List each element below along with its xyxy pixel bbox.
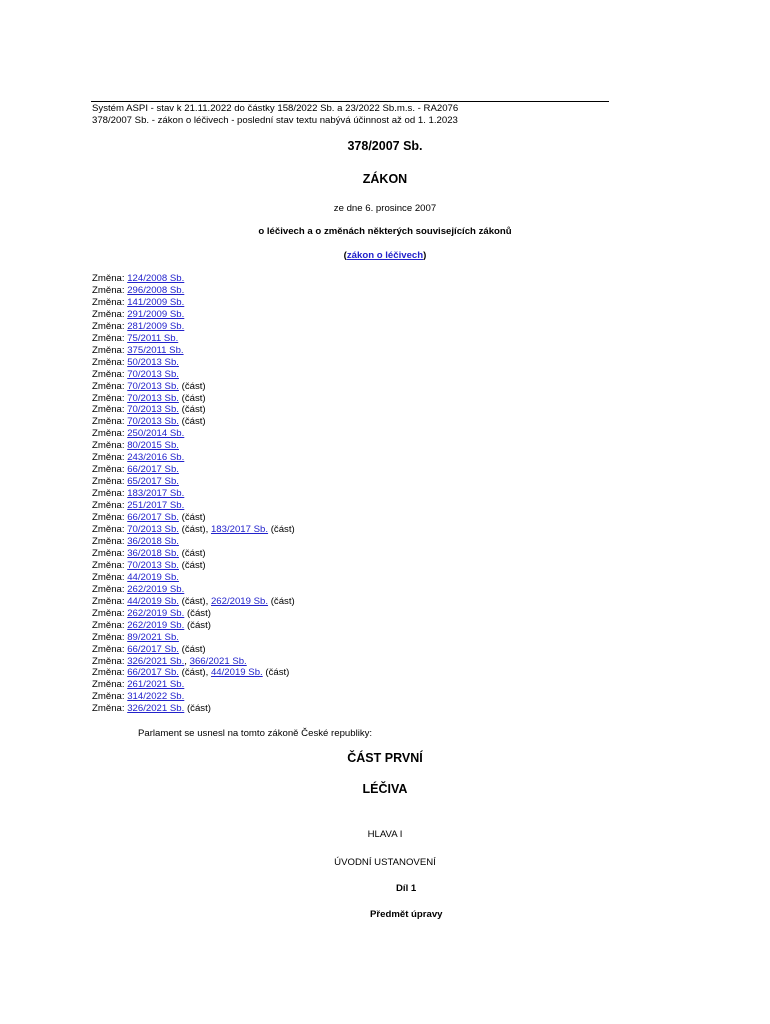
amendment-item — [92, 273, 295, 285]
amendment-note: (část) — [186, 703, 211, 715]
amendment-prefix: Změna: — [92, 273, 128, 284]
amendment-note: (část) — [181, 524, 206, 536]
short-name-close-paren: ) — [423, 250, 427, 261]
amendment-link[interactable]: 70/2013 Sb. — [127, 524, 179, 536]
law-number: 378/2007 Sb. — [347, 139, 423, 153]
amendment-link[interactable]: 183/2017 Sb. — [127, 488, 185, 500]
amendment-link[interactable]: 65/2017 Sb. — [127, 476, 179, 488]
short-name-open-paren: ( — [343, 250, 347, 261]
amendment-prefix: Změna: — [92, 440, 128, 452]
amendment-note: (část) — [186, 607, 211, 619]
amendment-prefix: Změna: — [92, 320, 128, 332]
amendment-prefix: Změna: — [92, 631, 128, 643]
amendment-link[interactable]: 251/2017 Sb. — [127, 500, 185, 512]
amendment-item — [92, 560, 295, 572]
amendment-link[interactable]: 44/2019 Sb. — [127, 571, 179, 583]
amendment-link[interactable]: 314/2022 Sb. — [127, 691, 185, 703]
amendment-link[interactable]: 291/2009 Sb. — [127, 308, 185, 320]
amendment-prefix: Změna: — [92, 500, 128, 512]
amendment-item — [92, 584, 295, 596]
amendment-prefix: Změna: — [92, 464, 128, 476]
amendment-link[interactable]: 44/2019 Sb. — [210, 667, 263, 679]
amendment-link[interactable]: 70/2013 Sb. — [127, 368, 179, 380]
hlava-number: HLAVA I — [367, 829, 403, 840]
amendment-link[interactable]: 66/2017 Sb. — [127, 512, 179, 524]
amendment-note: (část) — [181, 392, 206, 404]
amendment-link[interactable]: 44/2019 Sb. — [127, 595, 179, 607]
part-name: LÉČIVA — [362, 782, 408, 796]
amendment-note: (část) — [181, 416, 206, 428]
part-number: ČÁST PRVNÍ — [347, 751, 423, 765]
amendment-item — [92, 691, 295, 703]
amendment-item — [92, 596, 295, 608]
amendment-prefix: Změna: — [92, 512, 128, 524]
amendment-link[interactable]: 66/2017 Sb. — [127, 667, 179, 679]
amendment-item — [92, 357, 295, 369]
amendment-link[interactable]: 70/2013 Sb. — [127, 392, 179, 404]
amendment-item — [92, 440, 295, 452]
preamble: Parlament se usnesl na tomto zákoně České republiky: — [138, 728, 373, 739]
amendment-link[interactable]: 66/2017 Sb. — [127, 643, 179, 655]
amendment-item — [92, 632, 295, 644]
amendment-item — [92, 644, 295, 656]
amendment-prefix: Změna: — [92, 356, 128, 368]
header-rule — [91, 101, 609, 102]
amendment-link[interactable]: 261/2021 Sb. — [127, 679, 185, 691]
amendment-prefix: Změna: — [92, 691, 128, 703]
amendment-link[interactable]: 281/2009 Sb. — [127, 320, 185, 332]
law-short-name — [0, 250, 770, 261]
amendment-link[interactable]: 124/2008 Sb. — [127, 273, 185, 284]
amendment-link[interactable]: 262/2019 Sb. — [127, 619, 185, 631]
amendment-prefix: Změna: — [92, 296, 128, 308]
amendment-link[interactable]: 262/2019 Sb. — [127, 583, 185, 595]
amendment-prefix: Změna: — [92, 547, 128, 559]
hlava-name: ÚVODNÍ USTANOVENÍ — [334, 857, 436, 868]
amendment-item — [92, 321, 295, 333]
amendment-item — [92, 500, 295, 512]
amendment-link[interactable]: 36/2018 Sb. — [127, 535, 179, 547]
law-subject: o léčivech a o změnách některých souvisejících zákonů — [258, 226, 512, 237]
amendment-link[interactable]: 243/2016 Sb. — [127, 452, 185, 464]
amendment-link[interactable]: 36/2018 Sb. — [127, 547, 179, 559]
amendment-note: (část) — [181, 512, 206, 524]
amendment-prefix: Změna: — [92, 392, 128, 404]
amendment-item — [92, 464, 295, 476]
amendment-link[interactable]: 80/2015 Sb. — [127, 440, 179, 452]
amendment-prefix: Změna: — [92, 416, 128, 428]
dil-number: Díl 1 — [396, 883, 417, 894]
amendment-link[interactable]: 50/2013 Sb. — [127, 356, 179, 368]
amendment-prefix: Změna: — [92, 595, 128, 607]
amendment-item — [92, 679, 295, 691]
amendment-prefix: Změna: — [92, 559, 128, 571]
amendment-item — [92, 656, 295, 668]
amendment-prefix: Změna: — [92, 583, 128, 595]
amendment-link[interactable]: 70/2013 Sb. — [127, 559, 179, 571]
amendment-item — [92, 488, 295, 500]
amendment-prefix: Změna: — [92, 380, 128, 392]
amendment-link[interactable]: 250/2014 Sb. — [127, 428, 185, 440]
amendment-link[interactable]: 183/2017 Sb. — [210, 524, 269, 536]
amendment-item — [92, 667, 295, 679]
amendment-item — [92, 512, 295, 524]
amendment-item — [92, 608, 295, 620]
amendment-link[interactable]: 66/2017 Sb. — [127, 464, 179, 476]
amendment-prefix: Změna: — [92, 476, 128, 488]
amendment-link[interactable]: 75/2011 Sb. — [127, 332, 179, 344]
amendment-prefix: Změna: — [92, 643, 128, 655]
amendment-prefix: Změna: — [92, 679, 128, 691]
law-status-line: 378/2007 Sb. - zákon o léčivech - poslední stav textu nabývá účinnost až od 1. 1.2023 — [92, 115, 458, 126]
amendment-prefix: Změna: — [92, 368, 128, 380]
amendment-note: (část) — [181, 380, 206, 392]
amendment-separator: , — [184, 655, 190, 667]
amendment-link[interactable]: 366/2021 Sb. — [189, 655, 247, 667]
amendment-note: (část) — [270, 595, 295, 607]
amendment-link[interactable]: 326/2021 Sb. — [127, 703, 185, 715]
amendment-item — [92, 548, 295, 560]
amendment-note: (část) — [181, 643, 206, 655]
amendment-link[interactable]: 70/2013 Sb. — [127, 416, 179, 428]
amendments-list — [92, 273, 295, 715]
amendment-note: (část) — [270, 524, 295, 536]
amendment-separator: , — [205, 667, 211, 679]
amendment-prefix: Změna: — [92, 488, 128, 500]
amendment-prefix: Změna: — [92, 524, 128, 536]
amendment-item — [92, 476, 295, 488]
amendment-prefix: Změna: — [92, 667, 128, 679]
amendment-item — [92, 309, 295, 321]
amendment-link[interactable]: 375/2011 Sb. — [127, 344, 184, 356]
amendment-prefix: Změna: — [92, 535, 128, 547]
amendment-note: (část) — [181, 547, 206, 559]
amendment-prefix: Změna: — [92, 452, 128, 464]
amendment-link[interactable]: 70/2013 Sb. — [127, 404, 179, 416]
amendment-item — [92, 452, 295, 464]
dil-name: Předmět úpravy — [370, 909, 443, 920]
amendment-link[interactable]: 141/2009 Sb. — [127, 296, 185, 308]
amendment-prefix: Změna: — [92, 344, 128, 356]
amendment-separator: , — [205, 595, 211, 607]
amendment-note: (část) — [181, 595, 206, 607]
amendment-item — [92, 345, 295, 357]
amendment-separator: , — [205, 524, 211, 536]
amendment-prefix: Změna: — [92, 703, 128, 715]
amendment-note: (část) — [265, 667, 290, 679]
amendment-prefix: Změna: — [92, 571, 128, 583]
amendment-prefix: Změna: — [92, 308, 128, 320]
amendment-item — [92, 524, 295, 536]
amendment-item — [92, 285, 295, 297]
amendment-link[interactable]: 262/2019 Sb. — [127, 607, 185, 619]
amendment-item — [92, 369, 295, 381]
amendment-note: (část) — [181, 559, 206, 571]
amendment-link[interactable]: 89/2021 Sb. — [127, 631, 179, 643]
amendment-item — [92, 536, 295, 548]
short-name-link[interactable]: zákon o léčivech — [346, 250, 424, 261]
amendment-link[interactable]: 70/2013 Sb. — [127, 380, 179, 392]
amendment-prefix: Změna: — [92, 332, 128, 344]
amendment-prefix: Změna: — [92, 428, 128, 440]
amendment-link[interactable]: 296/2008 Sb. — [127, 284, 185, 296]
amendment-link[interactable]: 262/2019 Sb. — [210, 595, 269, 607]
amendment-item — [92, 333, 295, 345]
law-date: ze dne 6. prosince 2007 — [333, 203, 437, 214]
amendment-prefix: Změna: — [92, 284, 128, 296]
amendment-item — [92, 404, 295, 416]
amendment-link[interactable]: 326/2021 Sb. — [127, 655, 185, 667]
amendment-prefix: Změna: — [92, 404, 128, 416]
system-header-line: Systém ASPI - stav k 21.11.2022 do částky 158/2022 Sb. a 23/2022 Sb.m.s. - RA2076 — [92, 103, 459, 114]
amendment-item — [92, 703, 295, 715]
amendment-item — [92, 620, 295, 632]
amendment-note: (část) — [186, 619, 211, 631]
amendment-item — [92, 428, 295, 440]
amendment-item — [92, 381, 295, 393]
amendment-note: (část) — [181, 667, 206, 679]
amendment-prefix: Změna: — [92, 655, 128, 667]
amendment-prefix: Změna: — [92, 619, 128, 631]
amendment-prefix: Změna: — [92, 607, 128, 619]
amendment-note: (část) — [181, 404, 206, 416]
amendment-item — [92, 572, 295, 584]
amendment-item — [92, 393, 295, 405]
amendment-item — [92, 297, 295, 309]
amendment-item — [92, 416, 295, 428]
law-type-title: ZÁKON — [362, 172, 408, 186]
